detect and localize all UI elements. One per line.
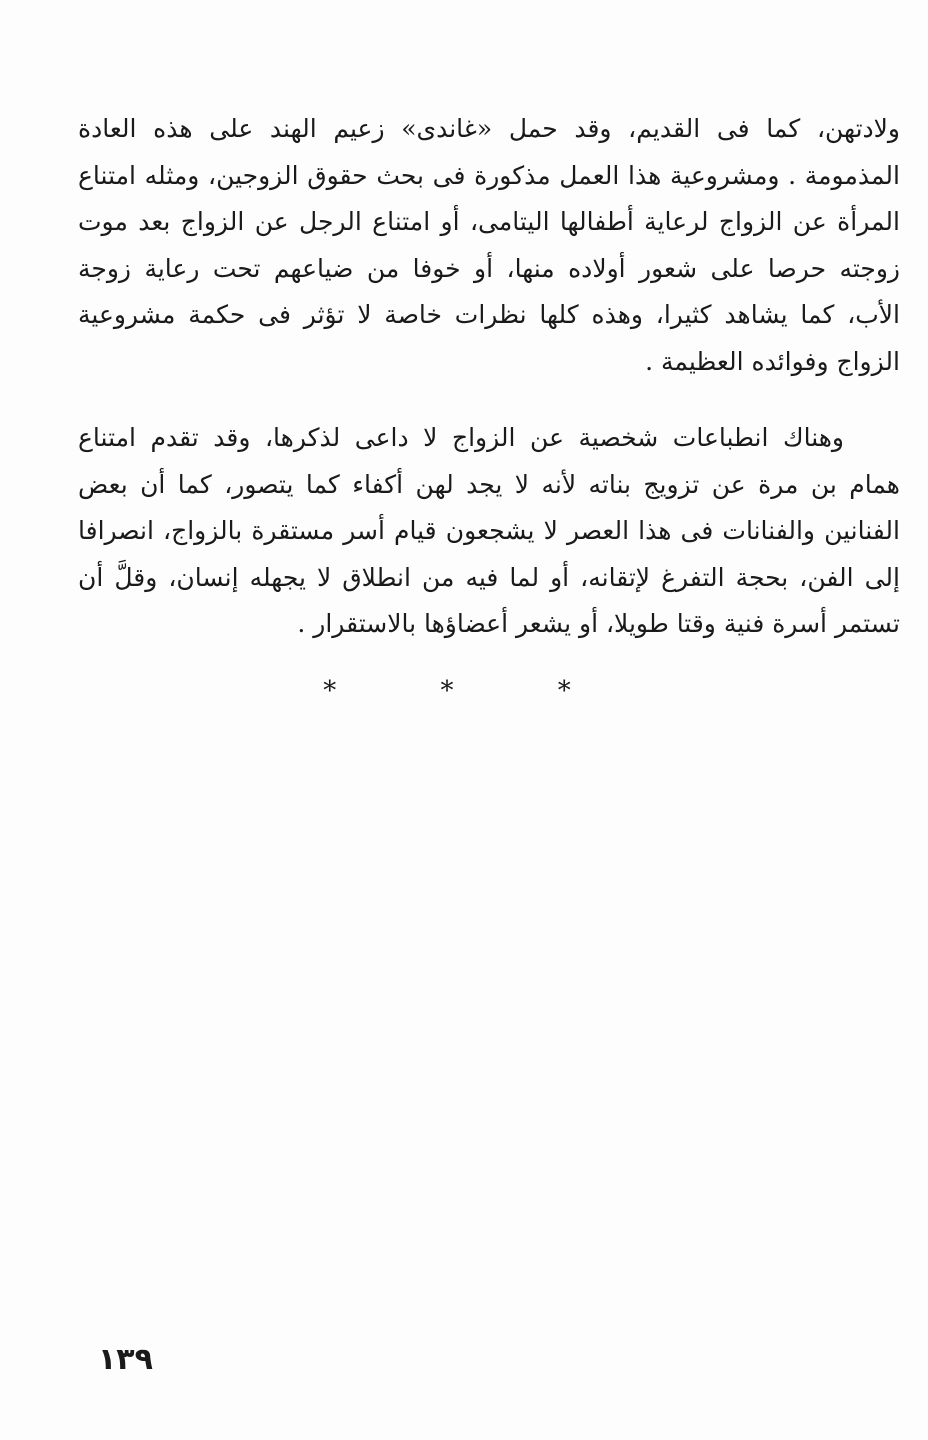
paragraph-line: المرأة عن الزواج لرعاية أطفالها اليتامى، أو امتناع الرجل عن الزواج بعد موت	[78, 207, 900, 236]
paragraph-line: زوجته حرصا على شعور أولاده منها، أو خوفا من ضياعهم تحت رعاية زوجة	[78, 253, 900, 283]
asterisk-mark: *	[440, 676, 488, 706]
paragraph-line: الفنانين والفنانات فى هذا العصر لا يشجعون قيام أسر مستقرة بالزواج، انصرافا	[78, 516, 900, 545]
paragraph-line: تستمر أسرة فنية وقتا طويلا، أو يشعر أعضاؤها بالاستقرار .	[297, 609, 900, 638]
paragraph-line: همام بن مرة عن تزويج بناته لأنه لا يجد لهن أكفاء كما يتصور، كما أن بعض	[78, 469, 900, 499]
paragraph-line: وهناك انطباعات شخصية عن الزواج لا داعى لذكرها، وقد تقدم امتناع	[78, 423, 844, 452]
asterisk-mark: *	[557, 676, 605, 706]
paragraph-1	[78, 106, 900, 385]
paragraph-line: الأب، كما يشاهد كثيرا، وهذه كلها نظرات خاصة لا تؤثر فى حكمة مشروعية	[78, 300, 900, 329]
paragraph-line: ولادتهن، كما فى القديم، وقد حمل «غاندى» زعيم الهند على هذه العادة	[78, 114, 900, 143]
paragraph-2	[78, 415, 900, 648]
section-separator	[0, 676, 928, 706]
page-number: ١٣٩	[98, 1342, 153, 1377]
paragraph-line: المذمومة . ومشروعية هذا العمل مذكورة فى بحث حقوق الزوجين، ومثله امتناع	[78, 160, 900, 190]
asterisk-mark: *	[323, 676, 371, 706]
paragraph-line: الزواج وفوائده العظيمة .	[645, 346, 900, 376]
paragraph-line: إلى الفن، بحجة التفرغ لإتقانه، أو لما فيه من انطلاق لا يجهله إنسان، وقلَّ أن	[78, 562, 900, 592]
